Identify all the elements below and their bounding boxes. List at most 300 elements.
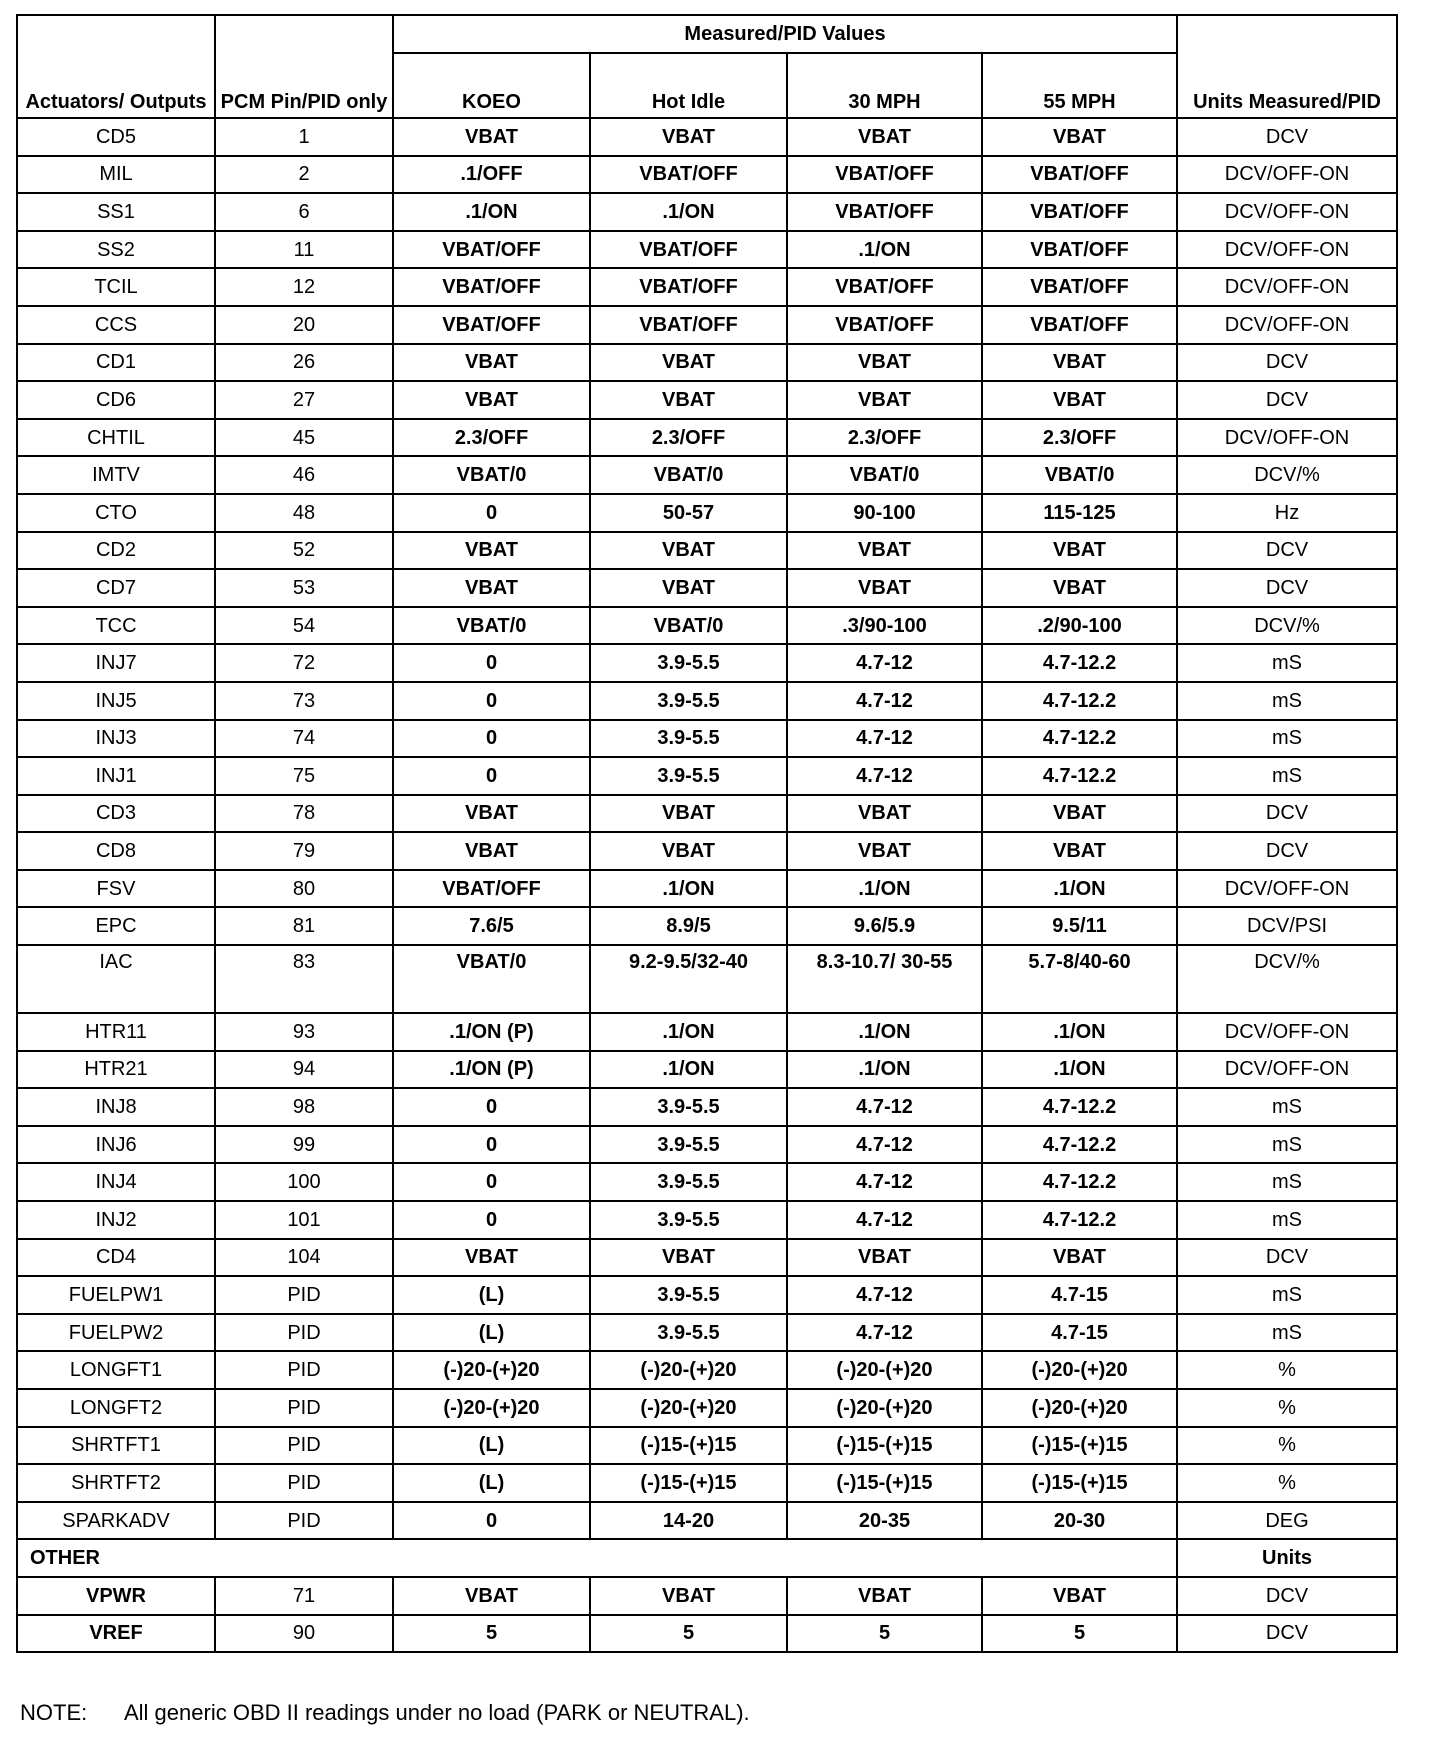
cell-units: DCV/% — [1177, 607, 1397, 645]
table-row — [17, 344, 1397, 382]
cell-pcm-pin: 73 — [215, 682, 393, 720]
table-row — [17, 907, 1397, 945]
cell-30-mph: VBAT — [787, 795, 982, 833]
cell-hot-idle: 2.3/OFF — [590, 419, 787, 457]
cell-output-name: VPWR — [17, 1577, 215, 1615]
cell-hot-idle: 3.9-5.5 — [590, 757, 787, 795]
cell-pcm-pin: 101 — [215, 1201, 393, 1239]
cell-pcm-pin: PID — [215, 1464, 393, 1502]
cell-pcm-pin: 75 — [215, 757, 393, 795]
cell-koeo: 0 — [393, 1201, 590, 1239]
header-30-mph: 30 MPH — [787, 53, 982, 118]
cell-koeo: VBAT/OFF — [393, 268, 590, 306]
cell-55-mph: (-)20-(+)20 — [982, 1389, 1177, 1427]
cell-units: DCV/OFF-ON — [1177, 1013, 1397, 1051]
cell-hot-idle: .1/ON — [590, 1051, 787, 1089]
cell-pcm-pin: 71 — [215, 1577, 393, 1615]
cell-pcm-pin: 2 — [215, 156, 393, 194]
cell-output-name: CD2 — [17, 532, 215, 570]
table-row — [17, 118, 1397, 156]
cell-30-mph: VBAT — [787, 118, 982, 156]
cell-output-name: INJ8 — [17, 1088, 215, 1126]
cell-55-mph: VBAT/OFF — [982, 268, 1177, 306]
cell-koeo: 0 — [393, 1163, 590, 1201]
other-header-row — [17, 1539, 1397, 1577]
cell-output-name: FSV — [17, 870, 215, 908]
cell-pcm-pin: 80 — [215, 870, 393, 908]
table-row — [17, 607, 1397, 645]
cell-output-name: LONGFT2 — [17, 1389, 215, 1427]
cell-30-mph: VBAT — [787, 569, 982, 607]
cell-units: DCV/OFF-ON — [1177, 306, 1397, 344]
cell-pcm-pin: 78 — [215, 795, 393, 833]
cell-units: DCV — [1177, 1577, 1397, 1615]
cell-30-mph: 4.7-12 — [787, 1201, 982, 1239]
cell-30-mph: .1/ON — [787, 1051, 982, 1089]
table-header — [17, 15, 1397, 118]
header-pcm-pin: PCM Pin/PID only — [215, 15, 393, 118]
cell-output-name: IMTV — [17, 456, 215, 494]
pid-values-table — [16, 14, 1398, 1653]
cell-hot-idle: VBAT/OFF — [590, 156, 787, 194]
cell-koeo: 2.3/OFF — [393, 419, 590, 457]
cell-hot-idle: VBAT/OFF — [590, 268, 787, 306]
note-label: NOTE: — [20, 1700, 88, 1725]
cell-30-mph: 9.6/5.9 — [787, 907, 982, 945]
cell-hot-idle: 8.9/5 — [590, 907, 787, 945]
cell-units: % — [1177, 1351, 1397, 1389]
cell-output-name: LONGFT1 — [17, 1351, 215, 1389]
cell-55-mph: .2/90-100 — [982, 607, 1177, 645]
cell-units: % — [1177, 1464, 1397, 1502]
cell-55-mph: 20-30 — [982, 1502, 1177, 1540]
cell-hot-idle: 3.9-5.5 — [590, 682, 787, 720]
cell-output-name: HTR21 — [17, 1051, 215, 1089]
cell-pcm-pin: 53 — [215, 569, 393, 607]
cell-output-name: EPC — [17, 907, 215, 945]
cell-30-mph: VBAT — [787, 1239, 982, 1277]
cell-output-name: INJ6 — [17, 1126, 215, 1164]
cell-30-mph: 4.7-12 — [787, 1276, 982, 1314]
cell-units: DCV/OFF-ON — [1177, 156, 1397, 194]
cell-30-mph: VBAT — [787, 381, 982, 419]
cell-55-mph: 115-125 — [982, 494, 1177, 532]
cell-output-name: CD6 — [17, 381, 215, 419]
cell-55-mph: (-)15-(+)15 — [982, 1464, 1177, 1502]
table-row — [17, 381, 1397, 419]
table-row — [17, 1464, 1397, 1502]
cell-55-mph: 4.7-15 — [982, 1276, 1177, 1314]
cell-units: DCV/OFF-ON — [1177, 419, 1397, 457]
cell-units: DCV — [1177, 795, 1397, 833]
cell-pcm-pin: 81 — [215, 907, 393, 945]
cell-units: DCV/PSI — [1177, 907, 1397, 945]
cell-koeo: VBAT — [393, 1239, 590, 1277]
cell-55-mph: 4.7-12.2 — [982, 1126, 1177, 1164]
cell-hot-idle: VBAT — [590, 569, 787, 607]
cell-hot-idle: .1/ON — [590, 1013, 787, 1051]
cell-output-name: FUELPW2 — [17, 1314, 215, 1352]
cell-units: mS — [1177, 682, 1397, 720]
cell-30-mph: (-)15-(+)15 — [787, 1427, 982, 1465]
pid-values-document — [16, 14, 1396, 1653]
cell-units: DCV/% — [1177, 456, 1397, 494]
cell-output-name: SHRTFT2 — [17, 1464, 215, 1502]
table-row — [17, 1013, 1397, 1051]
cell-30-mph: (-)20-(+)20 — [787, 1389, 982, 1427]
cell-units: Hz — [1177, 494, 1397, 532]
table-row — [17, 757, 1397, 795]
cell-output-name: CCS — [17, 306, 215, 344]
table-row — [17, 1502, 1397, 1540]
cell-pcm-pin: 94 — [215, 1051, 393, 1089]
cell-hot-idle: VBAT — [590, 795, 787, 833]
cell-hot-idle: 9.2-9.5/32-40 — [590, 945, 787, 1013]
cell-koeo: 0 — [393, 494, 590, 532]
cell-koeo: 5 — [393, 1615, 590, 1653]
cell-koeo: 0 — [393, 757, 590, 795]
cell-hot-idle: VBAT — [590, 532, 787, 570]
cell-koeo: (L) — [393, 1427, 590, 1465]
cell-30-mph: 4.7-12 — [787, 644, 982, 682]
cell-pcm-pin: PID — [215, 1314, 393, 1352]
cell-pcm-pin: 45 — [215, 419, 393, 457]
cell-hot-idle: 50-57 — [590, 494, 787, 532]
cell-output-name: INJ4 — [17, 1163, 215, 1201]
cell-hot-idle: VBAT/OFF — [590, 306, 787, 344]
cell-koeo: VBAT/OFF — [393, 306, 590, 344]
cell-units: DEG — [1177, 1502, 1397, 1540]
cell-hot-idle: 3.9-5.5 — [590, 1201, 787, 1239]
cell-koeo: 0 — [393, 644, 590, 682]
table-row — [17, 456, 1397, 494]
cell-30-mph: .1/ON — [787, 231, 982, 269]
cell-koeo: .1/ON (P) — [393, 1013, 590, 1051]
cell-koeo: .1/OFF — [393, 156, 590, 194]
cell-units: DCV/% — [1177, 945, 1397, 1013]
cell-hot-idle: (-)20-(+)20 — [590, 1389, 787, 1427]
cell-output-name: CHTIL — [17, 419, 215, 457]
cell-units: mS — [1177, 1276, 1397, 1314]
cell-units: DCV — [1177, 1615, 1397, 1653]
cell-30-mph: VBAT — [787, 832, 982, 870]
cell-koeo: VBAT — [393, 569, 590, 607]
table-row — [17, 569, 1397, 607]
cell-pcm-pin: PID — [215, 1351, 393, 1389]
cell-30-mph: VBAT — [787, 532, 982, 570]
note-text: All generic OBD II readings under no load (PARK or NEUTRAL). — [124, 1700, 750, 1725]
cell-55-mph: 4.7-12.2 — [982, 1163, 1177, 1201]
cell-output-name: SS2 — [17, 231, 215, 269]
cell-55-mph: 2.3/OFF — [982, 419, 1177, 457]
other-section — [17, 1539, 1397, 1652]
table-row — [17, 1201, 1397, 1239]
table-row — [17, 945, 1397, 1013]
footnote — [20, 1700, 750, 1726]
cell-units: mS — [1177, 1126, 1397, 1164]
header-actuators-outputs: Actuators/ Outputs — [17, 15, 215, 118]
cell-output-name: SHRTFT1 — [17, 1427, 215, 1465]
cell-output-name: MIL — [17, 156, 215, 194]
cell-30-mph: VBAT/OFF — [787, 156, 982, 194]
table-row — [17, 720, 1397, 758]
cell-55-mph: 4.7-15 — [982, 1314, 1177, 1352]
cell-hot-idle: (-)15-(+)15 — [590, 1464, 787, 1502]
cell-hot-idle: (-)15-(+)15 — [590, 1427, 787, 1465]
cell-koeo: (L) — [393, 1464, 590, 1502]
header-55-mph: 55 MPH — [982, 53, 1177, 118]
header-measured-pid-values: Measured/PID Values — [393, 15, 1177, 53]
cell-55-mph: VBAT — [982, 532, 1177, 570]
cell-hot-idle: VBAT/OFF — [590, 231, 787, 269]
cell-55-mph: .1/ON — [982, 870, 1177, 908]
cell-pcm-pin: 99 — [215, 1126, 393, 1164]
cell-30-mph: 4.7-12 — [787, 1088, 982, 1126]
cell-koeo: VBAT — [393, 532, 590, 570]
cell-pcm-pin: 20 — [215, 306, 393, 344]
cell-55-mph: (-)20-(+)20 — [982, 1351, 1177, 1389]
cell-55-mph: VBAT — [982, 344, 1177, 382]
cell-units: mS — [1177, 644, 1397, 682]
cell-30-mph: (-)20-(+)20 — [787, 1351, 982, 1389]
cell-koeo: 0 — [393, 1502, 590, 1540]
cell-30-mph: 20-35 — [787, 1502, 982, 1540]
cell-pcm-pin: 54 — [215, 607, 393, 645]
cell-pcm-pin: 98 — [215, 1088, 393, 1126]
table-row — [17, 832, 1397, 870]
header-units: Units Measured/PID — [1177, 15, 1397, 118]
table-row — [17, 682, 1397, 720]
cell-55-mph: VBAT/OFF — [982, 156, 1177, 194]
table-row — [17, 1163, 1397, 1201]
cell-koeo: (-)20-(+)20 — [393, 1389, 590, 1427]
cell-hot-idle: VBAT — [590, 1239, 787, 1277]
cell-koeo: VBAT — [393, 118, 590, 156]
table-row — [17, 231, 1397, 269]
cell-30-mph: (-)15-(+)15 — [787, 1464, 982, 1502]
table-row — [17, 1351, 1397, 1389]
table-row — [17, 494, 1397, 532]
other-units-label: Units — [1177, 1539, 1397, 1577]
cell-koeo: VBAT — [393, 795, 590, 833]
cell-30-mph: VBAT/OFF — [787, 268, 982, 306]
cell-output-name: FUELPW1 — [17, 1276, 215, 1314]
cell-pcm-pin: 27 — [215, 381, 393, 419]
cell-units: DCV/OFF-ON — [1177, 870, 1397, 908]
cell-30-mph: .1/ON — [787, 870, 982, 908]
table-row — [17, 268, 1397, 306]
table-row — [17, 1051, 1397, 1089]
cell-units: mS — [1177, 1201, 1397, 1239]
table-row — [17, 532, 1397, 570]
cell-units: DCV — [1177, 344, 1397, 382]
cell-koeo: VBAT — [393, 381, 590, 419]
cell-pcm-pin: PID — [215, 1276, 393, 1314]
cell-pcm-pin: 6 — [215, 193, 393, 231]
cell-units: DCV — [1177, 118, 1397, 156]
cell-units: DCV — [1177, 1239, 1397, 1277]
cell-30-mph: 4.7-12 — [787, 1126, 982, 1164]
other-label: OTHER — [17, 1539, 1177, 1577]
table-row — [17, 870, 1397, 908]
cell-30-mph: 4.7-12 — [787, 720, 982, 758]
cell-pcm-pin: 100 — [215, 1163, 393, 1201]
cell-koeo: 0 — [393, 1088, 590, 1126]
table-row — [17, 1088, 1397, 1126]
table-row — [17, 419, 1397, 457]
cell-hot-idle: VBAT/0 — [590, 456, 787, 494]
cell-hot-idle: 3.9-5.5 — [590, 1126, 787, 1164]
cell-output-name: INJ1 — [17, 757, 215, 795]
cell-output-name: HTR11 — [17, 1013, 215, 1051]
cell-units: mS — [1177, 1163, 1397, 1201]
cell-koeo: VBAT/OFF — [393, 870, 590, 908]
cell-55-mph: (-)15-(+)15 — [982, 1427, 1177, 1465]
cell-55-mph: VBAT/OFF — [982, 306, 1177, 344]
cell-pcm-pin: 90 — [215, 1615, 393, 1653]
cell-55-mph: 4.7-12.2 — [982, 757, 1177, 795]
cell-units: DCV — [1177, 832, 1397, 870]
cell-hot-idle: .1/ON — [590, 870, 787, 908]
cell-30-mph: VBAT — [787, 344, 982, 382]
cell-output-name: CD4 — [17, 1239, 215, 1277]
cell-hot-idle: 3.9-5.5 — [590, 1088, 787, 1126]
cell-koeo: 7.6/5 — [393, 907, 590, 945]
cell-units: % — [1177, 1389, 1397, 1427]
cell-55-mph: VBAT — [982, 832, 1177, 870]
cell-pcm-pin: 93 — [215, 1013, 393, 1051]
cell-pcm-pin: PID — [215, 1502, 393, 1540]
table-row — [17, 1577, 1397, 1615]
cell-output-name: CD8 — [17, 832, 215, 870]
cell-30-mph: 5 — [787, 1615, 982, 1653]
cell-output-name: INJ2 — [17, 1201, 215, 1239]
cell-hot-idle: VBAT — [590, 832, 787, 870]
cell-30-mph: 4.7-12 — [787, 757, 982, 795]
header-hot-idle: Hot Idle — [590, 53, 787, 118]
cell-55-mph: VBAT/OFF — [982, 193, 1177, 231]
cell-hot-idle: VBAT — [590, 118, 787, 156]
cell-pcm-pin: 52 — [215, 532, 393, 570]
cell-55-mph: VBAT/0 — [982, 456, 1177, 494]
cell-output-name: INJ5 — [17, 682, 215, 720]
cell-55-mph: VBAT — [982, 1239, 1177, 1277]
cell-pcm-pin: 48 — [215, 494, 393, 532]
header-koeo: KOEO — [393, 53, 590, 118]
cell-units: DCV — [1177, 569, 1397, 607]
cell-hot-idle: 3.9-5.5 — [590, 1276, 787, 1314]
cell-pcm-pin: 12 — [215, 268, 393, 306]
cell-koeo: VBAT — [393, 832, 590, 870]
cell-30-mph: 2.3/OFF — [787, 419, 982, 457]
cell-koeo: VBAT/0 — [393, 607, 590, 645]
cell-output-name: CD3 — [17, 795, 215, 833]
cell-pcm-pin: 83 — [215, 945, 393, 1013]
table-row — [17, 193, 1397, 231]
cell-55-mph: VBAT — [982, 795, 1177, 833]
cell-55-mph: VBAT — [982, 118, 1177, 156]
cell-55-mph: 4.7-12.2 — [982, 1088, 1177, 1126]
cell-pcm-pin: 46 — [215, 456, 393, 494]
table-row — [17, 795, 1397, 833]
cell-koeo: 0 — [393, 1126, 590, 1164]
table-row — [17, 156, 1397, 194]
cell-output-name: CD5 — [17, 118, 215, 156]
cell-output-name: CD1 — [17, 344, 215, 382]
cell-units: DCV/OFF-ON — [1177, 193, 1397, 231]
cell-output-name: TCC — [17, 607, 215, 645]
cell-units: DCV — [1177, 381, 1397, 419]
cell-55-mph: 4.7-12.2 — [982, 644, 1177, 682]
table-row — [17, 1126, 1397, 1164]
cell-30-mph: 4.7-12 — [787, 682, 982, 720]
cell-30-mph: VBAT/OFF — [787, 306, 982, 344]
cell-pcm-pin: PID — [215, 1427, 393, 1465]
cell-output-name: TCIL — [17, 268, 215, 306]
cell-koeo: VBAT — [393, 344, 590, 382]
cell-pcm-pin: 72 — [215, 644, 393, 682]
cell-output-name: CD7 — [17, 569, 215, 607]
cell-55-mph: .1/ON — [982, 1051, 1177, 1089]
cell-koeo: VBAT/0 — [393, 945, 590, 1013]
cell-55-mph: 4.7-12.2 — [982, 1201, 1177, 1239]
cell-koeo: 0 — [393, 682, 590, 720]
cell-koeo: (-)20-(+)20 — [393, 1351, 590, 1389]
cell-pcm-pin: 79 — [215, 832, 393, 870]
cell-55-mph: 5.7-8/40-60 — [982, 945, 1177, 1013]
cell-hot-idle: 3.9-5.5 — [590, 1163, 787, 1201]
cell-pcm-pin: PID — [215, 1389, 393, 1427]
cell-koeo: .1/ON (P) — [393, 1051, 590, 1089]
cell-pcm-pin: 26 — [215, 344, 393, 382]
cell-30-mph: 90-100 — [787, 494, 982, 532]
table-row — [17, 1615, 1397, 1653]
cell-units: mS — [1177, 1088, 1397, 1126]
table-row — [17, 1239, 1397, 1277]
cell-units: mS — [1177, 757, 1397, 795]
cell-hot-idle: 3.9-5.5 — [590, 644, 787, 682]
cell-55-mph: 5 — [982, 1615, 1177, 1653]
cell-output-name: CTO — [17, 494, 215, 532]
cell-units: mS — [1177, 720, 1397, 758]
table-row — [17, 1314, 1397, 1352]
cell-pcm-pin: 104 — [215, 1239, 393, 1277]
cell-55-mph: VBAT/OFF — [982, 231, 1177, 269]
table-row — [17, 306, 1397, 344]
cell-55-mph: 4.7-12.2 — [982, 682, 1177, 720]
cell-hot-idle: 5 — [590, 1615, 787, 1653]
cell-30-mph: VBAT/OFF — [787, 193, 982, 231]
cell-hot-idle: VBAT — [590, 1577, 787, 1615]
cell-30-mph: 4.7-12 — [787, 1314, 982, 1352]
table-row — [17, 1276, 1397, 1314]
table-row — [17, 1427, 1397, 1465]
cell-55-mph: VBAT — [982, 569, 1177, 607]
cell-koeo: (L) — [393, 1276, 590, 1314]
table-row — [17, 1389, 1397, 1427]
cell-30-mph: 8.3-10.7/ 30-55 — [787, 945, 982, 1013]
cell-units: DCV/OFF-ON — [1177, 231, 1397, 269]
cell-output-name: INJ7 — [17, 644, 215, 682]
cell-units: mS — [1177, 1314, 1397, 1352]
cell-55-mph: VBAT — [982, 1577, 1177, 1615]
cell-output-name: INJ3 — [17, 720, 215, 758]
table-row — [17, 644, 1397, 682]
cell-koeo: VBAT — [393, 1577, 590, 1615]
cell-30-mph: .1/ON — [787, 1013, 982, 1051]
cell-pcm-pin: 11 — [215, 231, 393, 269]
cell-55-mph: .1/ON — [982, 1013, 1177, 1051]
